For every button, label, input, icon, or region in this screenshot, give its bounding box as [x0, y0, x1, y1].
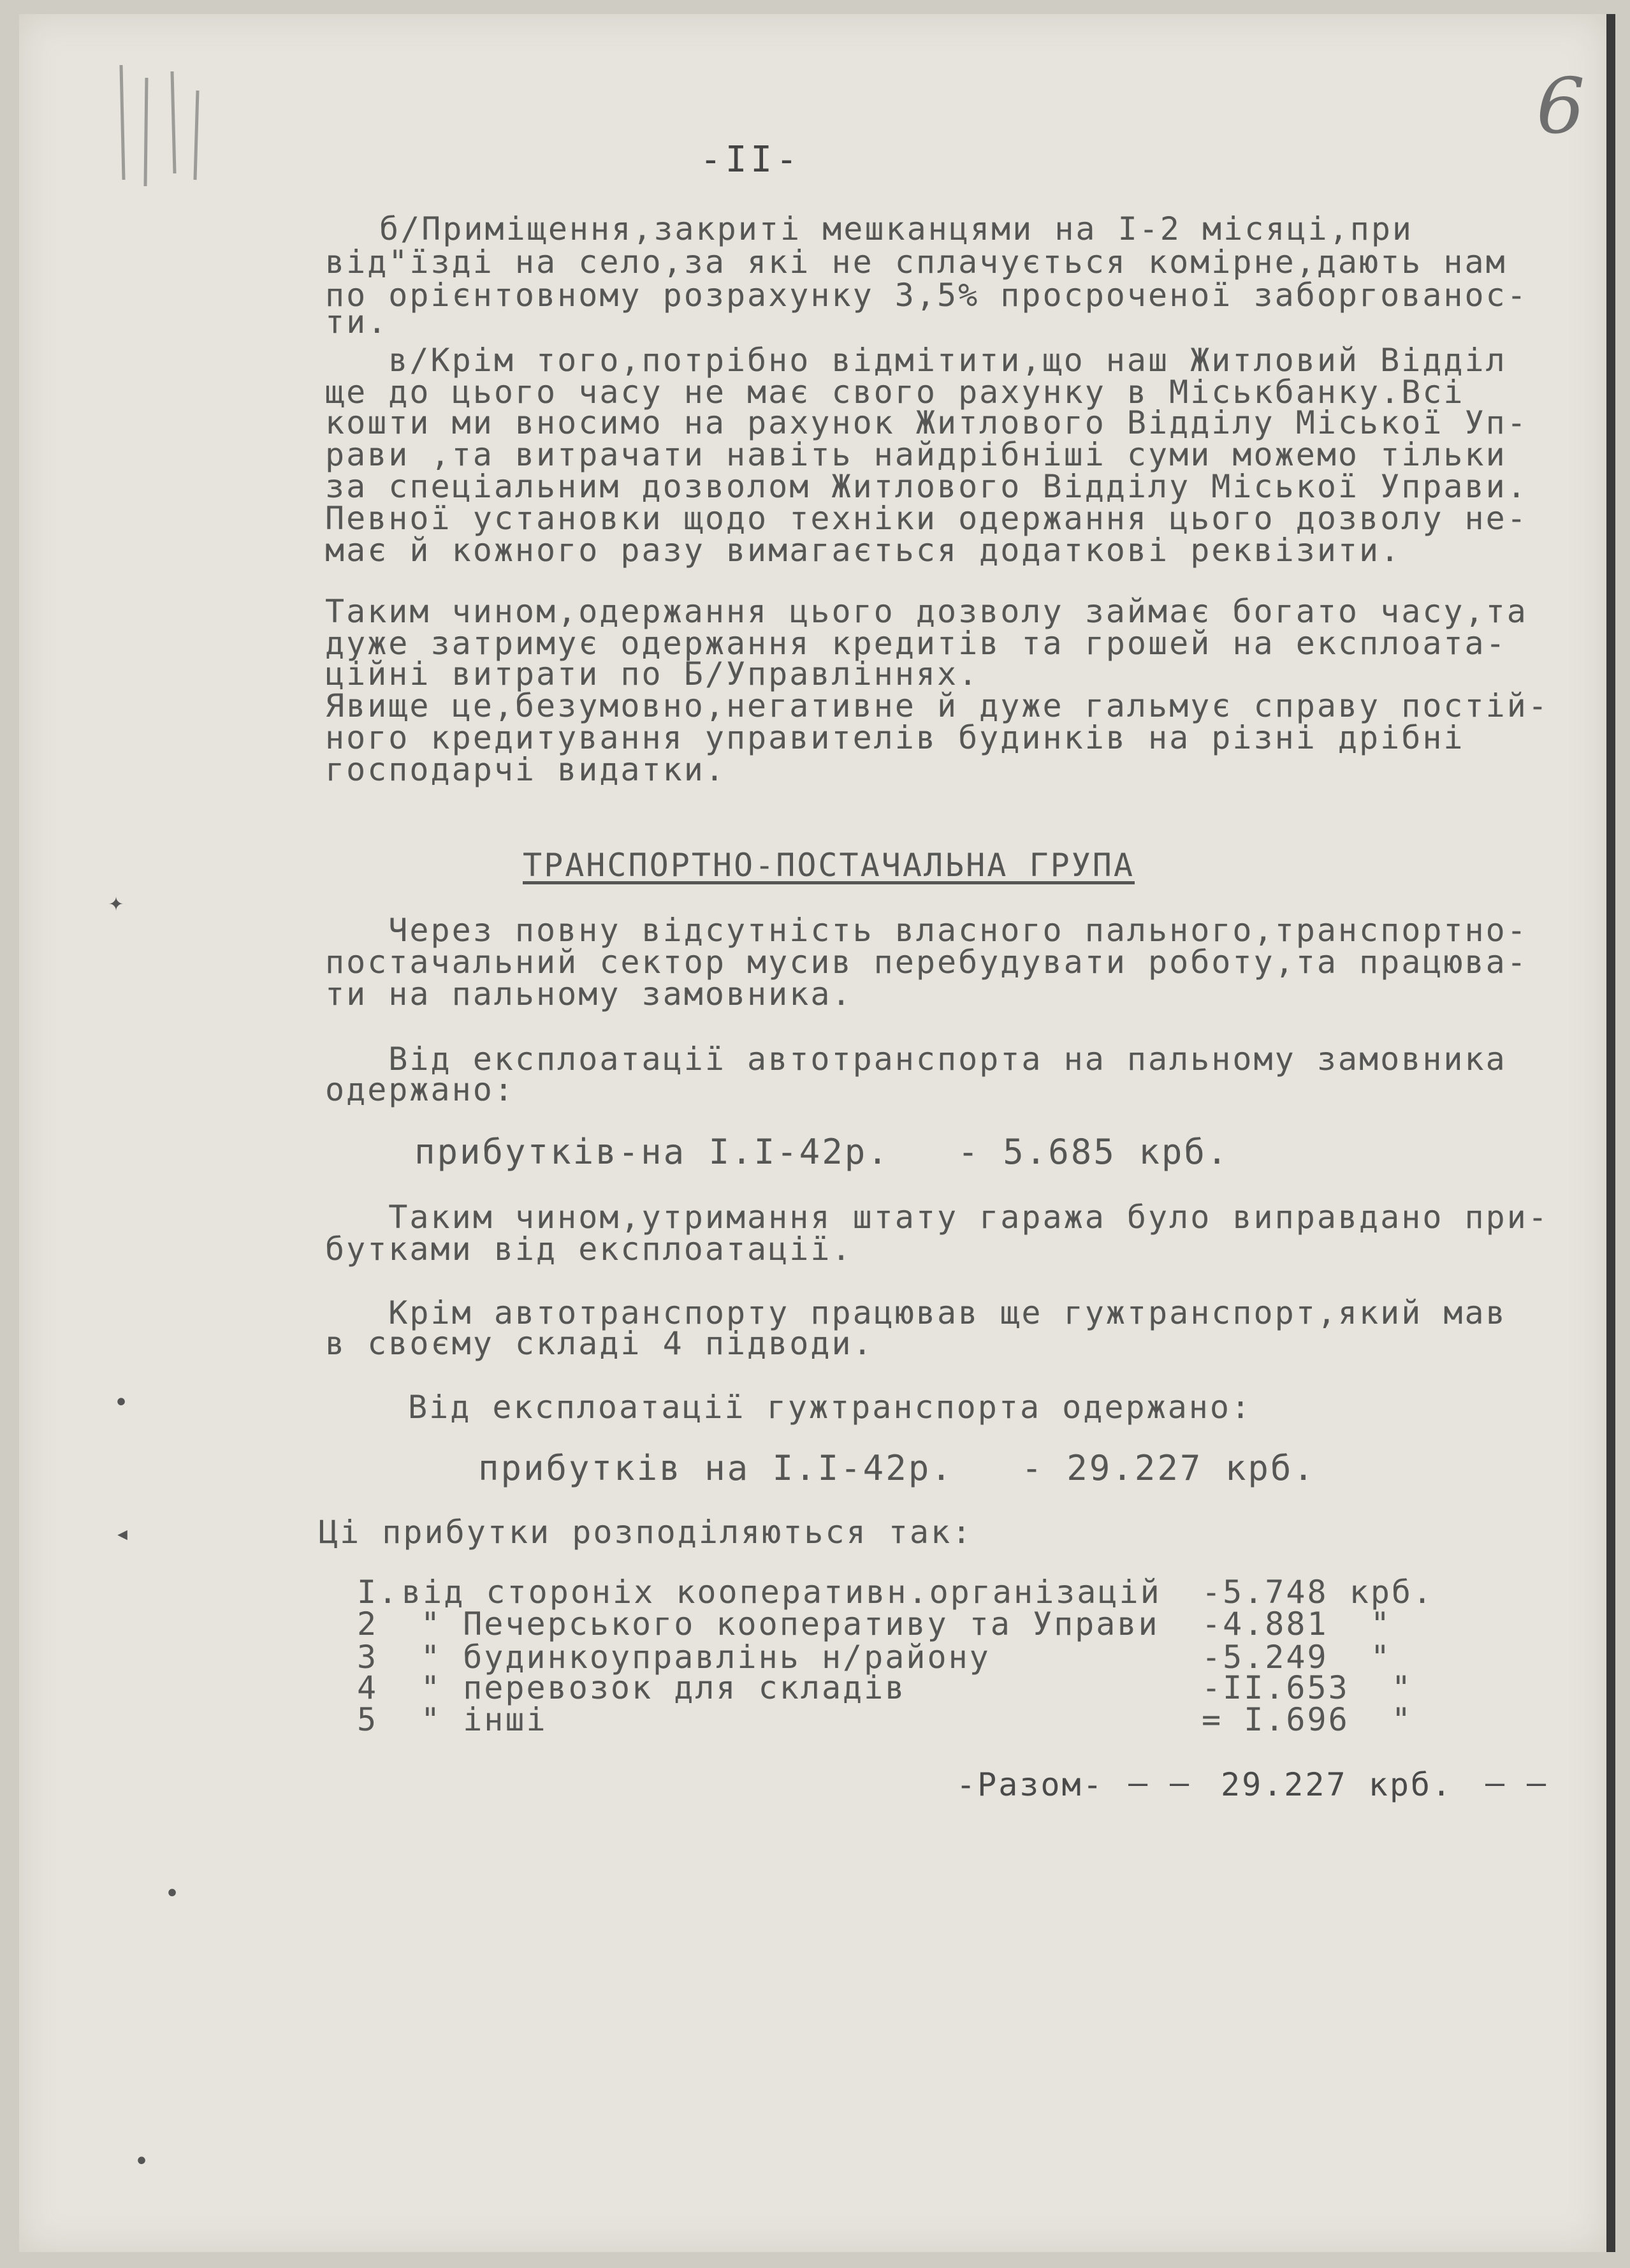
- text-line: постачальний сектор мусив перебудувати роботу,та працюва-: [325, 944, 1528, 981]
- total-value: 29.227 крб.: [1221, 1766, 1453, 1803]
- punch-mark: •: [164, 1879, 180, 1908]
- list-item-label: " Печерського кооперативу та Управи: [421, 1606, 1160, 1642]
- page-number: -II-: [700, 139, 801, 180]
- list-item-value: -5.748 крб.: [1202, 1574, 1434, 1611]
- text-line: ного кредитування управителів будинків на різні дрібні: [325, 719, 1465, 756]
- text-line: Від експлоатації автотранспорта на пальному замовника: [325, 1041, 1507, 1078]
- list-item-value: -II.653 ": [1202, 1669, 1413, 1706]
- text-line: в/Крім того,потрібно відмітити,що наш Житловий Відділ: [325, 342, 1507, 379]
- text-line: дуже затримує одержання кредитів та грошей на експлоата-: [325, 625, 1507, 662]
- text-line: Таким чином,одержання цього дозволу займає богато часу,та: [325, 593, 1528, 630]
- archival-document-page: [19, 14, 1615, 2252]
- list-item-number: 2: [357, 1606, 379, 1642]
- income-auto-line: прибутків-на I.I-42р. - 5.685 крб.: [414, 1132, 1230, 1172]
- dash-divider: –: [1485, 1764, 1505, 1801]
- text-line: бутками від експлоатації.: [325, 1231, 853, 1268]
- text-line: б/Приміщення,закриті мешканцями на I-2 місяці,при: [379, 210, 1414, 247]
- income-horse-line: прибутків на I.I-42р. - 29.227 крб.: [478, 1448, 1316, 1488]
- list-item-value: -4.881 ": [1202, 1606, 1392, 1642]
- text-line: від"їзді на село,за які не сплачується комірне,дають нам: [325, 244, 1507, 281]
- punch-mark: ◂: [115, 1519, 131, 1548]
- text-line: Явище це,безумовно,негативне й дуже гальмує справу постій-: [325, 687, 1549, 724]
- list-item-label: " перевозок для складів: [421, 1669, 906, 1706]
- punch-mark: •: [134, 2147, 150, 2176]
- text-line: Крім автотранспорту працював ще гужтранспорт,який мав: [325, 1294, 1507, 1331]
- text-line: одержано:: [325, 1071, 515, 1108]
- text-line: в своєму складі 4 підводи.: [325, 1325, 874, 1362]
- punch-mark: •: [113, 1388, 129, 1417]
- list-item-number: I.: [357, 1574, 400, 1611]
- text-line: рави ,та витрачати навіть найдрібніші суми можемо тільки: [325, 436, 1507, 473]
- list-item-label: від стороніх кооперативн.організацій: [402, 1574, 1161, 1611]
- handwritten-scribble-mark: [108, 52, 223, 193]
- list-item-number: 4: [357, 1669, 379, 1706]
- total-label: -Разом-: [956, 1766, 1104, 1803]
- text-line: ще до цього часу не має свого рахунку в Міськбанку.Всі: [325, 374, 1465, 411]
- text-line: ти.: [325, 304, 389, 340]
- dash-divider: –: [1128, 1764, 1148, 1801]
- text-line: Ці прибутки розподіляються так:: [319, 1514, 973, 1551]
- section-heading: ТРАНСПОРТНО-ПОСТАЧАЛЬНА ГРУПА: [523, 847, 1135, 884]
- text-line: Певної установки щодо техніки одержання цього дозволу не-: [325, 500, 1528, 537]
- text-line: за спеціальним дозволом Житлового Відділу Міської Управи.: [325, 468, 1528, 505]
- list-item-value: = I.696 ": [1202, 1701, 1413, 1738]
- dash-divider: –: [1170, 1764, 1190, 1801]
- text-line: Від експлоатації гужтранспорта одержано:: [408, 1389, 1253, 1426]
- list-item-number: 3: [357, 1639, 379, 1676]
- list-item-label: " будинкоуправлінь н/району: [421, 1639, 991, 1676]
- text-line: має й кожного разу вимагається додаткові реквізити.: [325, 532, 1402, 569]
- text-line: ційні витрати по Б/Управліннях.: [325, 655, 980, 692]
- list-item-number: 5: [357, 1701, 379, 1738]
- text-line: господарчі видатки.: [325, 751, 726, 788]
- punch-mark: ✦: [108, 888, 124, 917]
- text-line: по орієнтовному розрахунку 3,5% просроченої заборгованос-: [325, 277, 1528, 314]
- text-line: ти на пальному замовника.: [325, 976, 853, 1013]
- handwritten-page-number: 6: [1536, 62, 1585, 151]
- text-line: Таким чином,утримання штату гаража було виправдано при-: [325, 1199, 1549, 1236]
- dash-divider: –: [1527, 1764, 1546, 1801]
- text-line: кошти ми вносимо на рахунок Житлового Відділу Міської Уп-: [325, 404, 1528, 441]
- list-item-label: " інші: [421, 1701, 548, 1738]
- text-line: Через повну відсутність власного пального,транспортно-: [325, 912, 1528, 949]
- list-item-value: -5.249 ": [1202, 1639, 1392, 1676]
